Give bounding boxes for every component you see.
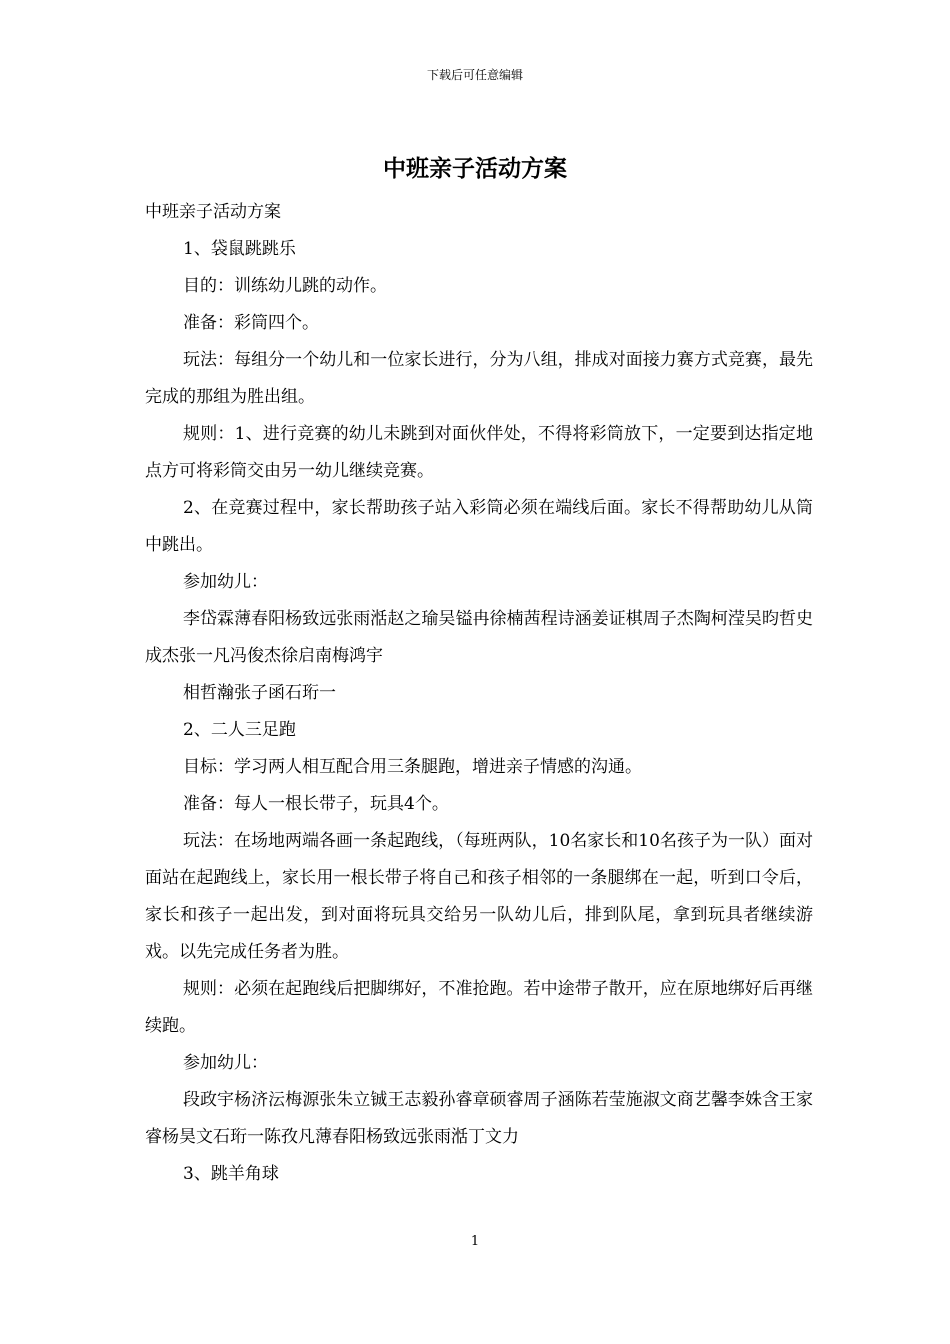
section-heading-1: 1、袋鼠跳跳乐 xyxy=(183,239,296,259)
paragraph-participants-label-1: 参加幼儿： xyxy=(183,572,268,592)
paragraph-rules-2: 规则：必须在起跑线后把脚绑好，不准抢跑。若中途带子散开，应在原地绑好后再继续跑。 xyxy=(145,979,813,1036)
paragraph-rules-1-item-2: 2、在竞赛过程中，家长帮助孩子站入彩筒必须在端线后面。家长不得帮助幼儿从筒中跳出。 xyxy=(145,498,813,555)
paragraph-preparation-2: 准备：每人一根长带子，玩具4个。 xyxy=(183,794,449,814)
document-title: 中班亲子活动方案 xyxy=(383,155,567,182)
paragraph-participants-list-1-cont: 相哲瀚张子函石珩一 xyxy=(183,683,336,703)
paragraph-gameplay-1: 玩法：每组分一个幼儿和一位家长进行，分为八组，排成对面接力赛方式竞赛，最先完成的那组为胜出组。 xyxy=(145,350,813,407)
paragraph-goal-2: 目标：学习两人相互配合用三条腿跑，增进亲子情感的沟通。 xyxy=(183,757,642,777)
subtitle-paragraph: 中班亲子活动方案 xyxy=(145,202,281,222)
paragraph-purpose-1: 目的：训练幼儿跳的动作。 xyxy=(183,276,387,296)
document-body xyxy=(145,194,813,1193)
page-number: 1 xyxy=(470,1234,480,1249)
paragraph-gameplay-2: 玩法：在场地两端各画一条起跑线，（每班两队，10名家长和10名孩子为一队）面对面站在起跑线上，家长用一根长带子将自己和孩子相邻的一条腿绑在一起，听到口令后，家长和孩子一起出发，到对面将玩具交给另一队幼儿后，排到队尾，拿到玩具者继续游戏。以先完成任务者为胜。 xyxy=(145,831,813,962)
paragraph-rules-1: 规则：1、进行竞赛的幼儿未跳到对面伙伴处，不得将彩筒放下，一定要到达指定地点方可将彩筒交由另一幼儿继续竞赛。 xyxy=(145,424,813,481)
paragraph-preparation-1: 准备：彩筒四个。 xyxy=(183,313,319,333)
paragraph-participants-list-1: 李岱霖薄春阳杨致远张雨湉赵之瑜吴镒冉徐楠茜程诗涵姜证棋周子杰陶柯滢吴昀哲史成杰张一凡冯俊杰徐启南梅鸿宇 xyxy=(145,609,813,666)
section-heading-2: 2、二人三足跑 xyxy=(183,720,296,740)
paragraph-participants-label-2: 参加幼儿： xyxy=(183,1053,268,1073)
paragraph-participants-list-2: 段政宇杨济沄梅源张朱立铖王志毅孙睿章硕睿周子涵陈若莹施淑文商艺馨李姝含王家睿杨昊文石珩一陈孜凡薄春阳杨致远张雨湉丁文力 xyxy=(145,1090,813,1147)
section-heading-3: 3、跳羊角球 xyxy=(183,1164,279,1184)
page-header-note: 下载后可任意编辑 xyxy=(426,68,523,82)
